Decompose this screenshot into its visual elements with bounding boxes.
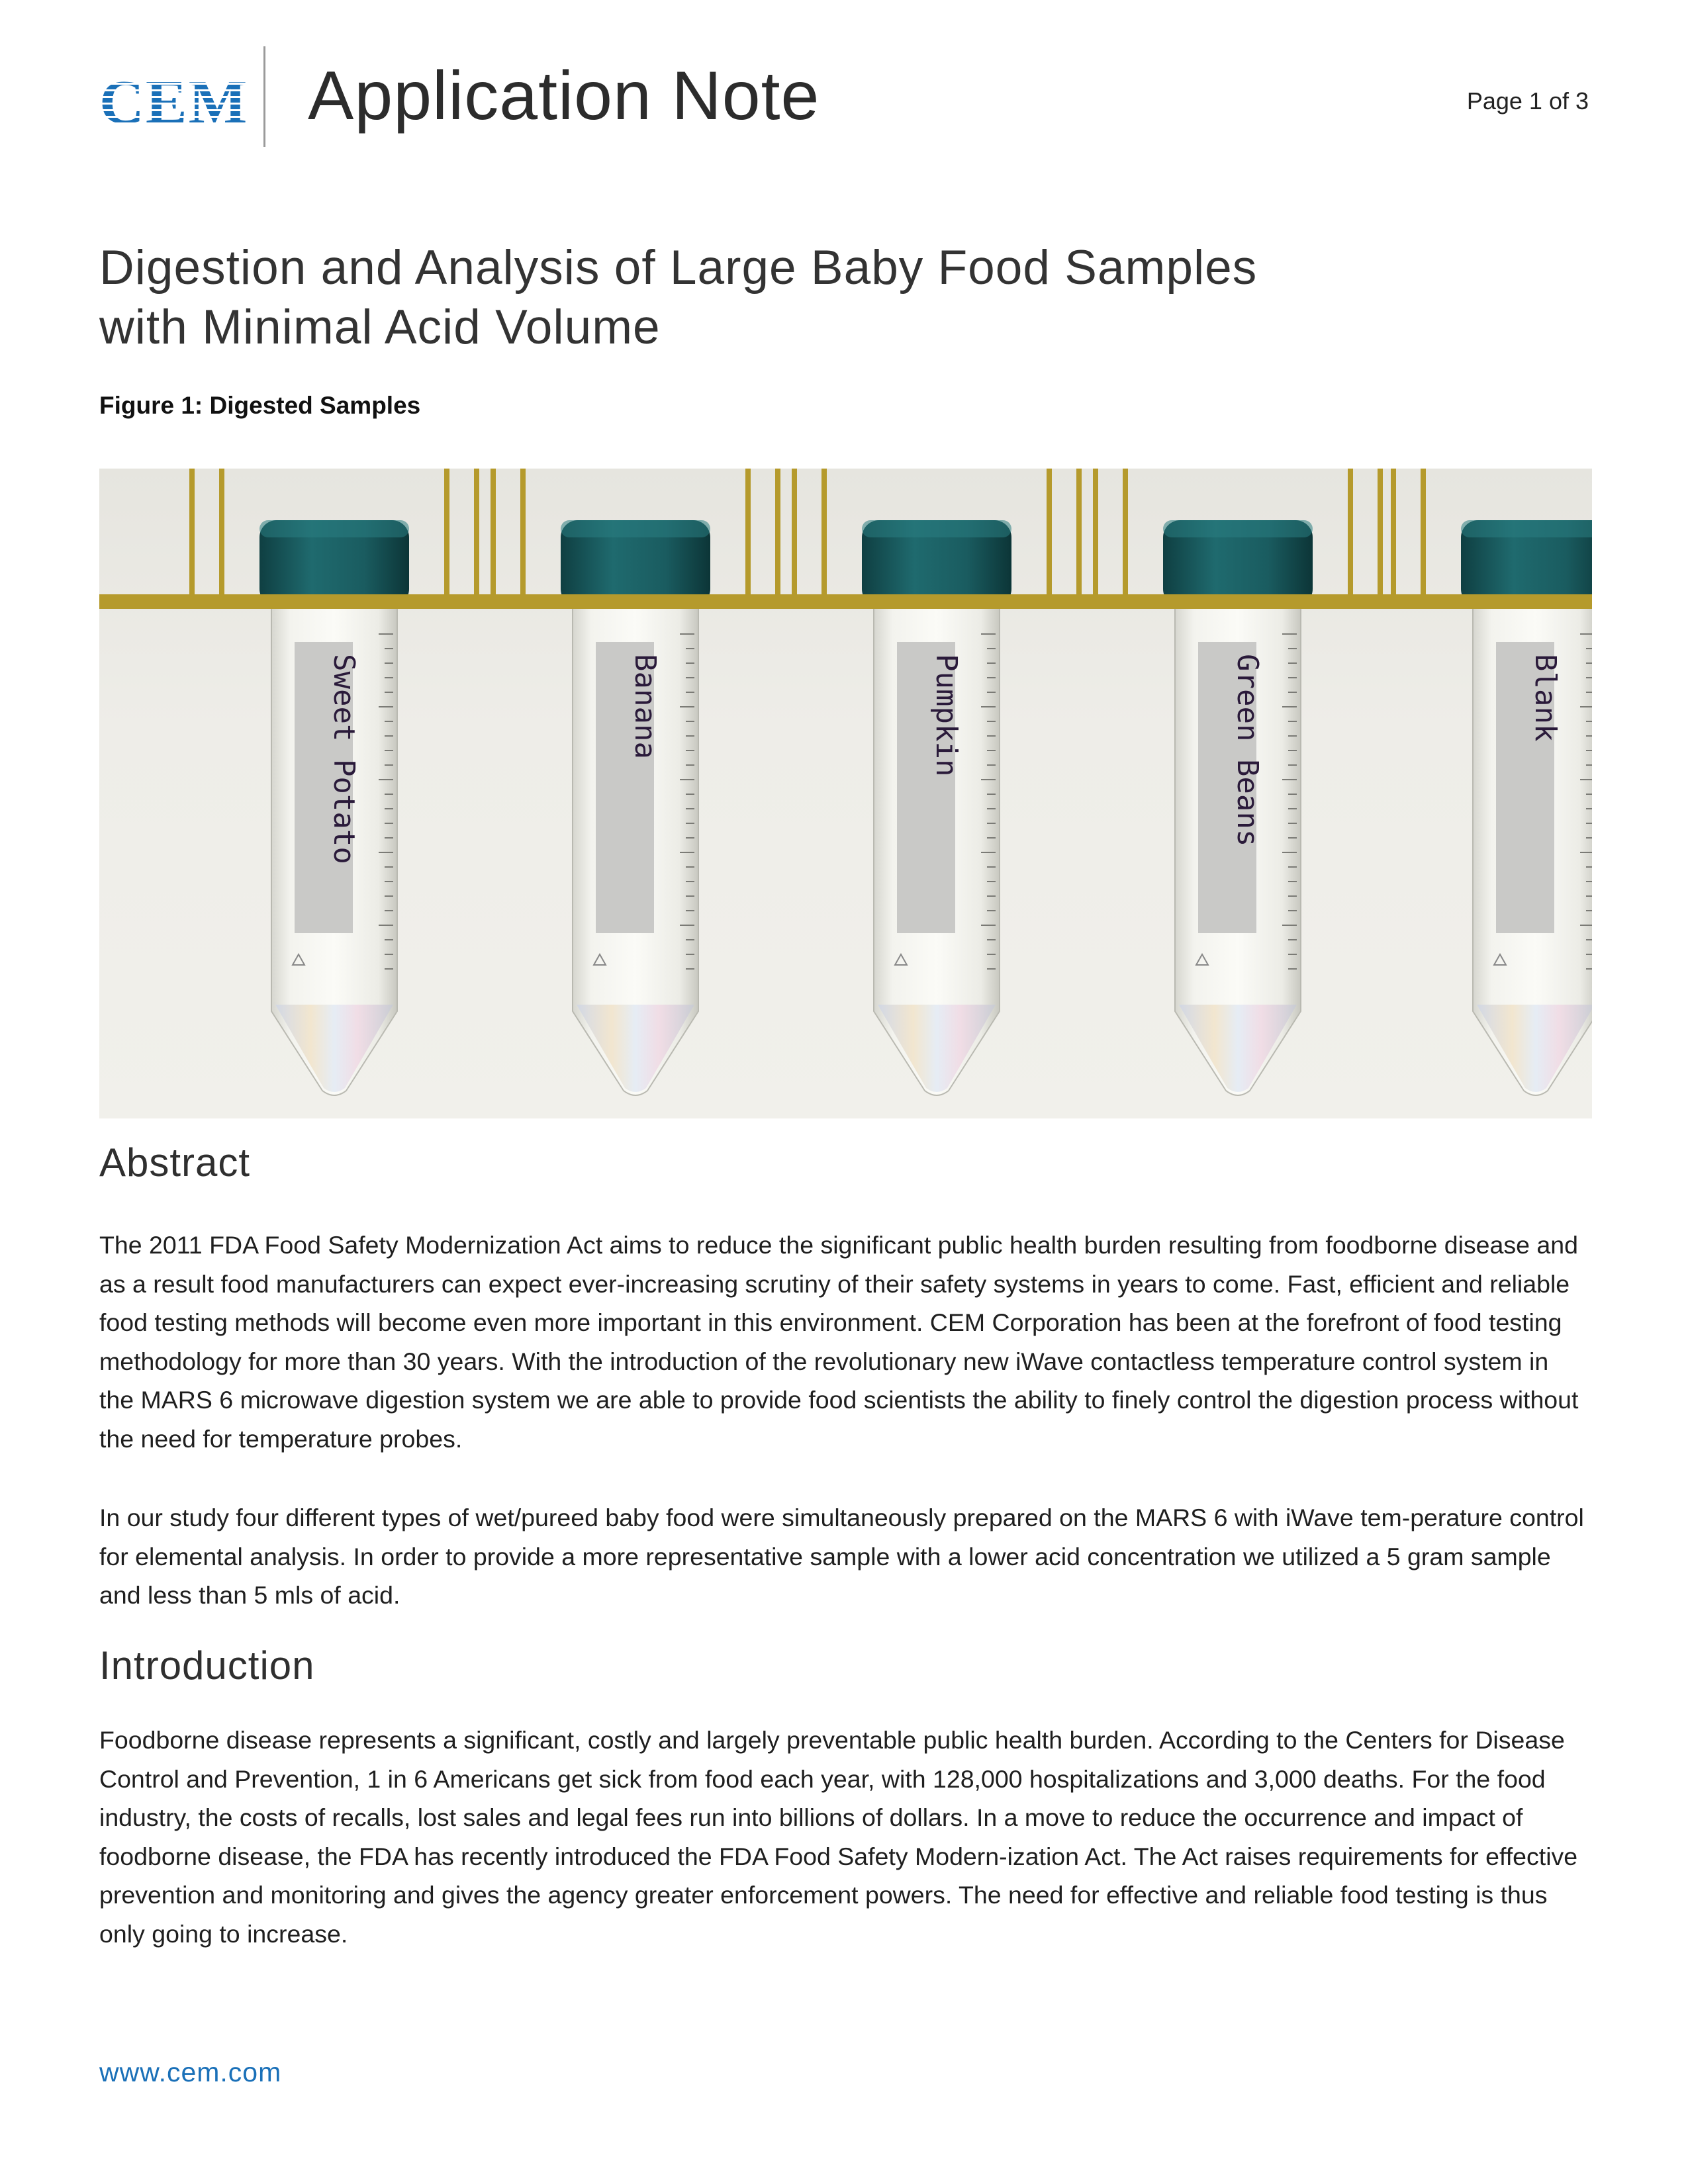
rack-wire	[1123, 469, 1128, 604]
tube-label-text: Green Beans	[1231, 654, 1264, 847]
tube-label-text: Banana	[628, 654, 662, 759]
rack-wire	[792, 469, 797, 604]
tube-cone-tip	[878, 1005, 996, 1092]
tube-cap-highlight	[1163, 520, 1313, 537]
introduction-paragraph-1: Foodborne disease represents a significant, costly and largely preventable public health burden. According to the Centers for Disease Control and Prevention, 1 in 6 Americans get sick from food each year, with 128,000 hospitalizations and 3,000 deaths. For the food industry, the costs of recalls, lost sales and legal fees run into billions of dollars. In a move to reduce the occurrence and impact of foodborne disease, the FDA has recently introduced the FDA Food Safety Modern-ization Act. The Act raises requirements for effective prevention and monitoring and gives the agency greater enforcement powers. The need for effective and reliable food testing is thus only going to increase.	[99, 1726, 1578, 1948]
tube-label-group	[295, 642, 1562, 933]
rack-wire	[1378, 469, 1383, 604]
page-indicator: Page 1 of 3	[1466, 87, 1589, 114]
tube-label-text: Sweet Potato	[327, 654, 361, 864]
abstract-paragraph-2: In our study four different types of wet/pureed baby food were simultaneously prepared on the MARS 6 with iWave tem-perature control for elemental analysis. In order to provide a more representative sample with a lower acid concentration we utilized a 5 gram sample and less than 5 mls of acid.	[99, 1504, 1584, 1609]
tube-cap-highlight	[1461, 520, 1592, 537]
figure-caption: Figure 1: Digested Samples	[99, 392, 421, 419]
rack-wire	[189, 469, 195, 604]
rack-wire	[745, 469, 751, 604]
rack-wire	[474, 469, 479, 604]
tube-cap-highlight	[561, 520, 710, 537]
page-header	[99, 46, 1589, 152]
rack-wire	[1076, 469, 1082, 604]
tube-cone-tip	[1179, 1005, 1297, 1092]
page-title-line-1: Digestion and Analysis of Large Baby Food Samples	[99, 241, 1258, 295]
rack-wire	[775, 469, 780, 604]
rack-wire	[1391, 469, 1396, 604]
rack-wire	[491, 469, 496, 604]
sample-tubes-illustration	[99, 469, 1592, 1118]
tube-cone-tip	[577, 1005, 694, 1092]
introduction-heading: Introduction	[99, 1643, 315, 1688]
rack-crossbar	[99, 594, 1592, 609]
tube-cap-highlight	[259, 520, 409, 537]
digested-samples-photo	[99, 469, 1592, 1118]
page-title-line-2: with Minimal Acid Volume	[99, 300, 661, 354]
rack-wire	[219, 469, 224, 604]
rack-wire	[1047, 469, 1052, 604]
page-title	[99, 238, 1589, 357]
tube-cap-highlight	[862, 520, 1011, 537]
rack-wire	[821, 469, 827, 604]
rack-wire	[520, 469, 526, 604]
tube-label-text: Blank	[1528, 654, 1562, 742]
tube-label-text: Pumpkin	[929, 654, 963, 777]
rack-wire	[1093, 469, 1098, 604]
header-divider	[263, 46, 265, 147]
cem-logo: CEM	[99, 68, 249, 137]
tube-cone-tip	[275, 1005, 393, 1092]
rack-wire	[1421, 469, 1426, 604]
footer-website-link[interactable]: www.cem.com	[99, 2057, 282, 2087]
rack-wire	[1348, 469, 1353, 604]
rack-wire	[444, 469, 449, 604]
abstract-heading: Abstract	[99, 1140, 251, 1185]
abstract-paragraph-1: The 2011 FDA Food Safety Modernization Act aims to reduce the significant public health burden resulting from foodborne disease and as a result food manufacturers can expect ever-increasing scrutiny of their safety systems in years to come. Fast, efficient and reliable food testing methods will become even more important in this environment. CEM Corporation has been at the forefront of food testing methodology for more than 30 years. With the introduction of the revolutionary new iWave contactless temperature control system in the MARS 6 microwave digestion system we are able to provide food scientists the ability to finely control the digestion process without the need for temperature probes.	[99, 1231, 1579, 1453]
document-type-title: Application Note	[308, 58, 820, 134]
